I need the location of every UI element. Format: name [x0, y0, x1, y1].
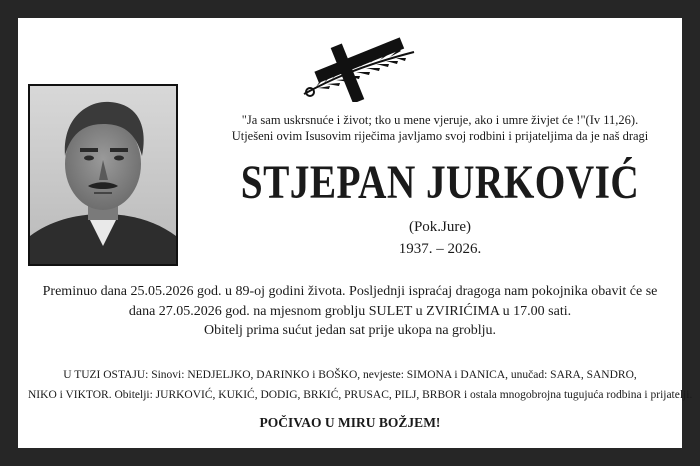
condolences-line: Obitelj prima sućut jedan sat prije ukopa na groblju. [204, 323, 496, 338]
portrait-photo [28, 84, 178, 266]
mourners-line: U TUZI OSTAJU: Sinovi: NEDJELJKO, DARINKO i BOŠKO, nevjeste: SIMONA i DANICA, unučad: SARA, SANDRO, [63, 369, 637, 381]
quote-line: "Ja sam uskrsnuće i život; tko u mene vjeruje, ako i umre živjet će !"(Iv 11,26). [241, 113, 639, 127]
mourners-list [28, 366, 693, 405]
father-name: (Pok.Jure) [408, 219, 472, 235]
cross-with-palm-icon [296, 32, 426, 102]
life-years: 1937. – 2026. [398, 241, 482, 257]
funeral-date-line: dana 27.05.2026 god. na mjesnom groblju SULET u ZVIRIĆIMA u 17.00 sati. [128, 303, 572, 319]
closing-line: POČIVAO U MIRU BOŽJEM! [259, 415, 441, 430]
announcement-line: Utješeni ovim Isusovim riječima javljamo svoj rodbini i prijateljima da je naš dragi [231, 129, 649, 143]
death-date-line: Preminuo dana 25.05.2026 god. u 89-oj godini života. Posljednji ispraćaj dragoga nam pokojnika obavit će se [42, 284, 658, 299]
bible-quote [190, 112, 690, 144]
funeral-details [28, 282, 672, 341]
mourners-line: NIKO i VIKTOR. Obitelji: JURKOVIĆ, KUKIĆ, DODIG, BRKIĆ, PRUSAC, PILJ, BRBOR i ostala mnogobrojna tugujuća rodbina i prijatelji. [28, 388, 693, 401]
deceased-name: STJEPAN JURKOVIĆ [240, 156, 640, 209]
